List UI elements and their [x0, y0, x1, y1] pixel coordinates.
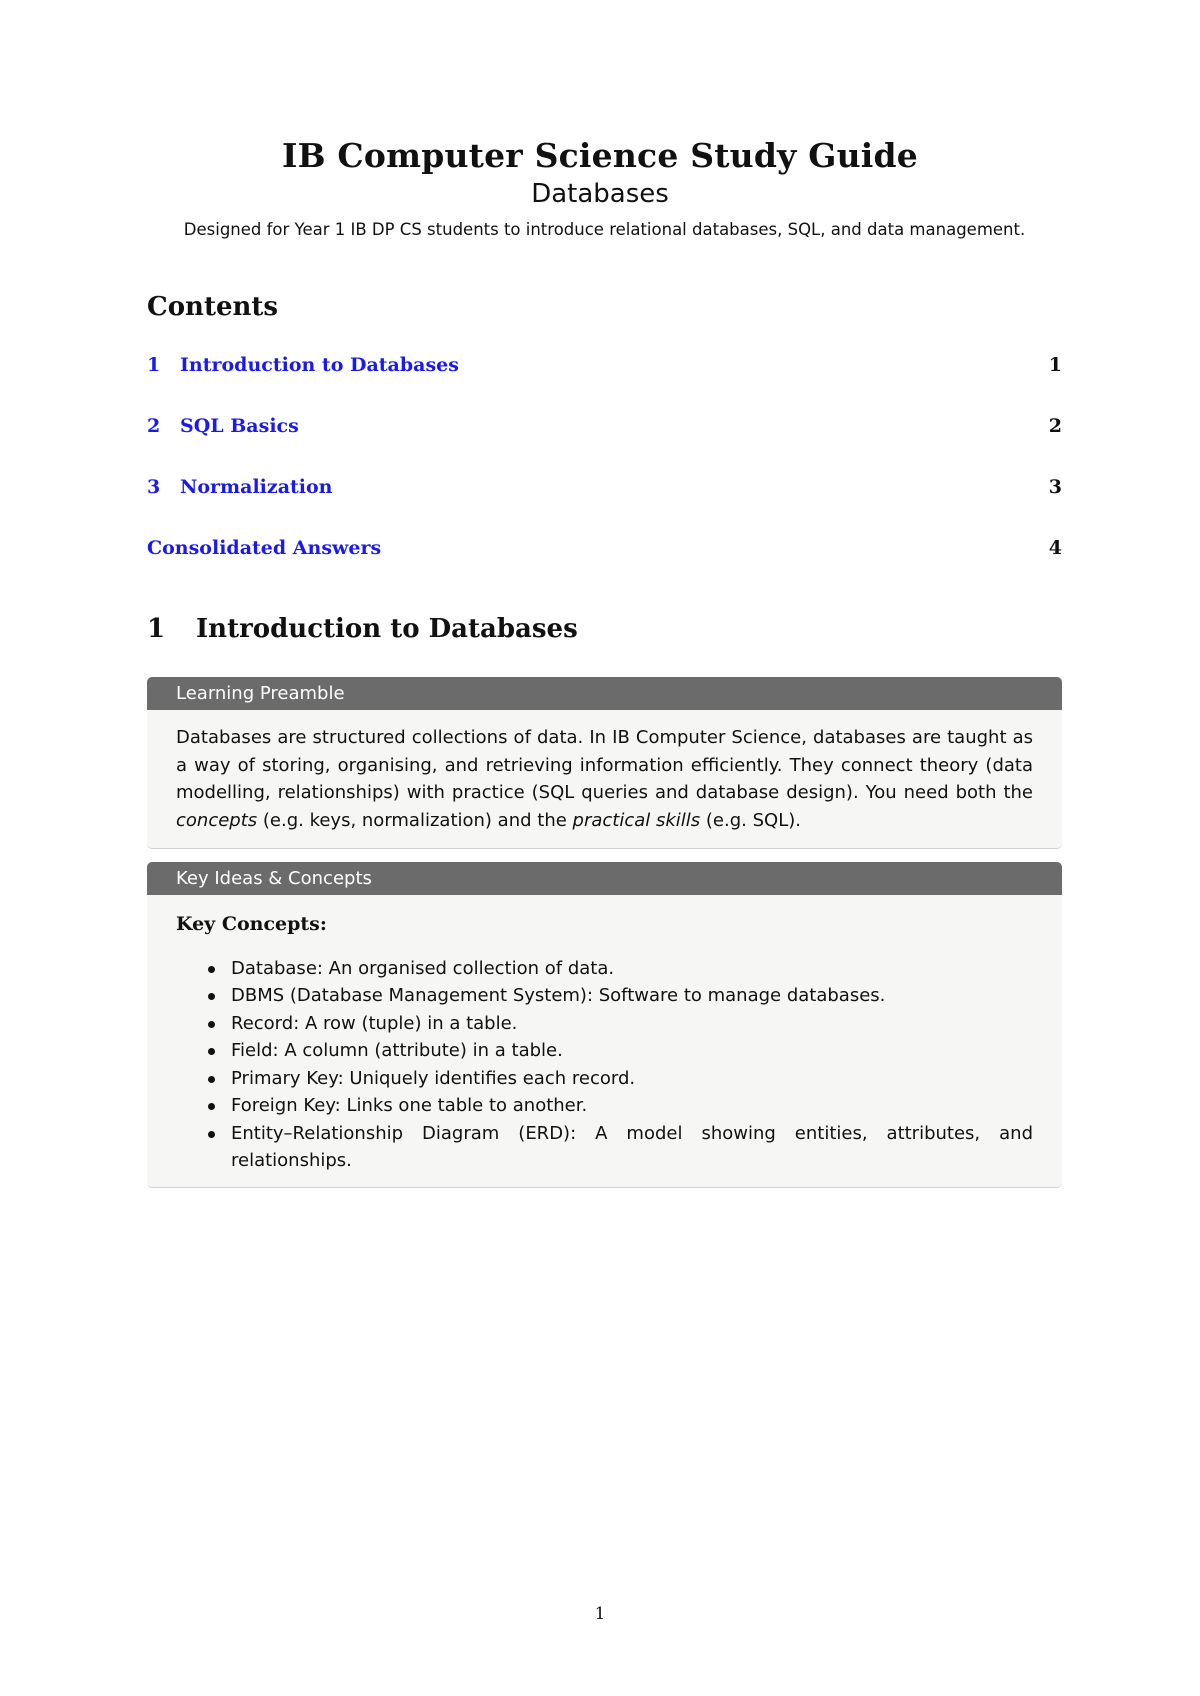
preamble-text: (e.g. SQL). — [700, 809, 801, 831]
box-body — [147, 710, 1062, 852]
preamble-text: (e.g. keys, normalization) and the — [257, 809, 573, 831]
document-intro: Designed for Year 1 IB DP CS students to introduce relational databases, SQL, and data management. — [183, 220, 1026, 239]
toc-entry-consolidated-answers[interactable] — [147, 537, 1062, 598]
list-item — [202, 982, 1033, 1010]
toc-entry-link[interactable]: Introduction to Databases — [180, 354, 459, 376]
list-item — [202, 955, 1033, 983]
toc-entry-link[interactable]: Normalization — [180, 476, 333, 498]
toc-entry-normalization[interactable] — [147, 476, 1062, 537]
list-item-text: Database: An organised collection of data. — [231, 957, 615, 979]
toc-entry-number: 1 — [147, 354, 161, 376]
preamble-emphasis: practical skills — [572, 809, 701, 831]
section-heading — [147, 614, 578, 644]
list-item-text: DBMS (Database Management System): Software to manage databases. — [231, 985, 886, 1006]
key-concepts-list — [176, 955, 1033, 1175]
list-item — [202, 1010, 1033, 1038]
bullet-icon — [208, 1021, 215, 1028]
list-item-text: Primary Key: Uniquely identifies each record. — [231, 1067, 636, 1089]
list-item-text: Field: A column (attribute) in a table. — [231, 1040, 563, 1061]
bullet-icon — [208, 993, 215, 1000]
toc-entry-page: 2 — [1048, 415, 1062, 437]
bullet-icon — [208, 966, 215, 973]
bullet-icon — [208, 1131, 215, 1138]
bullet-icon — [208, 1103, 215, 1110]
section-number: 1 — [147, 614, 166, 644]
table-of-contents — [147, 354, 1062, 598]
toc-entry-introduction[interactable] — [147, 354, 1062, 415]
toc-entry-link[interactable]: Consolidated Answers — [147, 537, 382, 559]
list-item — [202, 1037, 1033, 1065]
toc-entry-number: 3 — [147, 476, 161, 498]
page-number: 1 — [594, 1604, 606, 1624]
bullet-icon — [208, 1076, 215, 1083]
list-item — [202, 1065, 1033, 1093]
toc-entry-page: 3 — [1048, 476, 1062, 498]
preamble-text: Databases are structured collections of data. In IB Computer Science, databases are taught as a way of storing, organising, and retrieving information efficiently. They connect theory (data modelling, relationships) with practice (SQL queries and database design). You need both the — [176, 727, 1033, 803]
contents-heading: Contents — [147, 292, 279, 322]
toc-entry-page: 1 — [1048, 354, 1062, 376]
list-item — [202, 1092, 1033, 1120]
document-subtitle: Databases — [531, 179, 669, 209]
bullet-icon — [208, 1048, 215, 1055]
learning-preamble-box — [147, 677, 1062, 849]
box-header: Learning Preamble — [147, 677, 1062, 710]
document-title: IB Computer Science Study Guide — [281, 136, 918, 175]
box-header: Key Ideas & Concepts — [147, 862, 1062, 895]
section-title: Introduction to Databases — [196, 614, 578, 644]
toc-entry-page: 4 — [1048, 537, 1062, 559]
list-item-text: Record: A row (tuple) in a table. — [231, 1012, 518, 1034]
key-ideas-box — [147, 862, 1062, 1188]
list-item — [202, 1120, 1033, 1175]
toc-entry-number: 2 — [147, 415, 161, 437]
list-item-text: Foreign Key: Links one table to another. — [231, 1095, 588, 1116]
preamble-emphasis: concepts — [176, 809, 258, 831]
toc-entry-sql-basics[interactable] — [147, 415, 1062, 476]
toc-entry-link[interactable]: SQL Basics — [180, 415, 299, 437]
list-item-text: Entity–Relationship Diagram (ERD): A model showing entities, attributes, and relationships. — [231, 1122, 1033, 1171]
box-body — [147, 895, 1062, 1193]
key-concepts-heading: Key Concepts: — [176, 913, 327, 935]
